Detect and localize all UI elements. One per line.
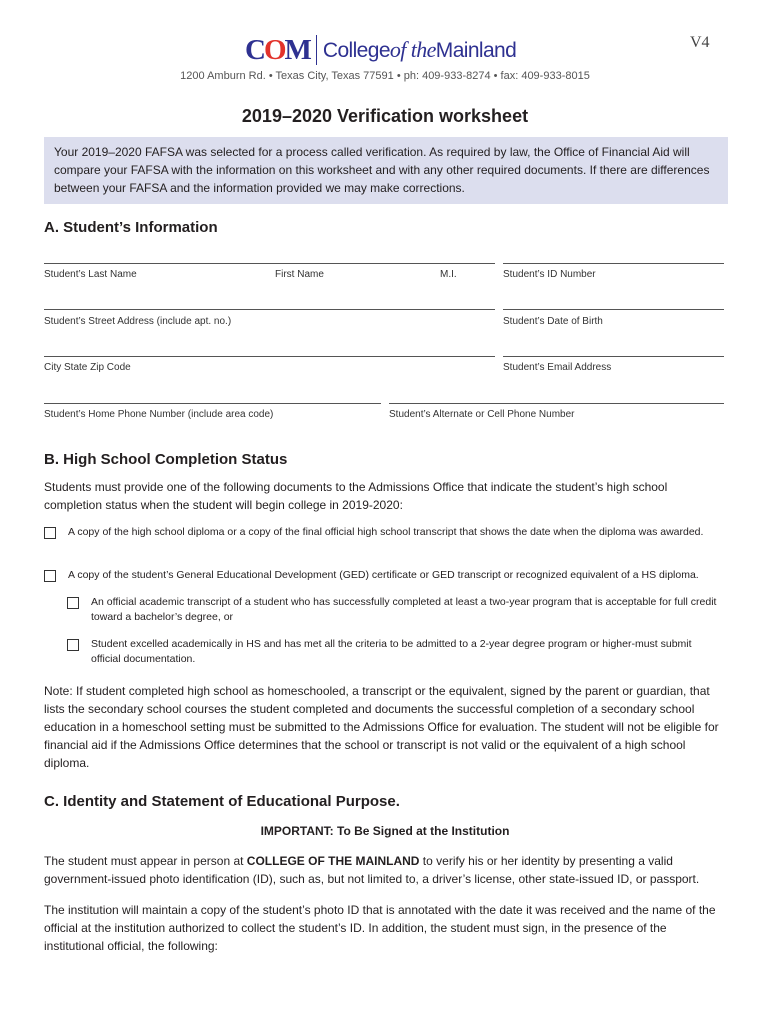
- option-ged-text: A copy of the student’s General Educational Development (GED) certificate or GED transcript or recognized equivalent of a HS diploma.: [68, 569, 699, 581]
- first-name-label: First Name: [275, 269, 324, 280]
- college-logo: [245, 32, 516, 68]
- college-address: 1200 Amburn Rd. • Texas City, Texas 77591 • ph: 409-933-8274 • fax: 409-933-8015: [180, 70, 590, 82]
- ged-checkbox[interactable]: [44, 570, 56, 582]
- section-a-title: A. Student’s Information: [44, 219, 218, 236]
- alt-phone-label: Student’s Alternate or Cell Phone Number: [389, 409, 575, 420]
- home-phone-line[interactable]: [44, 403, 381, 404]
- photo-id-paragraph: The institution will maintain a copy of the student’s photo ID that is annotated with the date it was received and the name of the official at the institution authorized to collect the student’s ID. In addition, the student must sign, in the presence of the institutional official, the following:: [44, 903, 716, 953]
- logo-divider: [316, 35, 317, 65]
- section-b-title: B. High School Completion Status: [44, 451, 288, 468]
- name-line[interactable]: [44, 263, 495, 264]
- academic-checkbox[interactable]: [67, 639, 79, 651]
- transcript-checkbox[interactable]: [67, 597, 79, 609]
- dob-line[interactable]: [503, 309, 724, 310]
- section-b-intro: Students must provide one of the following documents to the Admissions Office that indicate the student’s high school completion status when the student will begin college in 2019-2020:: [44, 480, 668, 512]
- homeschool-note: Note: If student completed high school as homeschooled, a transcript or the equivalent, signed by the parent or guardian, that lists the secondary school courses the student completed and documents the successful completion of a secondary school education in a homeschool setting must be submitted to the Admissions Office for evaluation. The student will not be eligible for financial aid if the Admissions Office determines that the school or transcript is not valid or the equivalent of a high school diploma.: [44, 684, 719, 770]
- mi-label: M.I.: [440, 269, 457, 280]
- alt-phone-line[interactable]: [389, 403, 724, 404]
- city-line[interactable]: [44, 356, 495, 357]
- option-ged: [44, 568, 724, 583]
- important-notice: IMPORTANT: To Be Signed at the Institution: [260, 824, 510, 838]
- student-id-line[interactable]: [503, 263, 724, 264]
- dob-label: Student’s Date of Birth: [503, 316, 603, 327]
- email-line[interactable]: [503, 356, 724, 357]
- option-diploma: [44, 525, 724, 540]
- identity-paragraph: The student must appear in person at COLLEGE OF THE MAINLAND to verify his or her identity by presenting a valid government-issued photo identification (ID), such as, but not limited to, a driver’s license, other state-issued ID, or passport.: [44, 854, 700, 886]
- diploma-checkbox[interactable]: [44, 527, 56, 539]
- option-diploma-text: A copy of the high school diploma or a copy of the final official high school transcript that shows the date when the diploma was awarded.: [68, 526, 704, 538]
- last-name-label: Student’s Last Name: [44, 269, 137, 280]
- option-transcript: [67, 595, 724, 625]
- city-label: City State Zip Code: [44, 362, 131, 373]
- option-academic-text: Student excelled academically in HS and has met all the criteria to be admitted to a 2-year degree program or higher-must submit official documentation.: [91, 638, 692, 665]
- student-id-label: Student’s ID Number: [503, 269, 596, 280]
- logo-name: Collegeof theMainland: [322, 37, 517, 62]
- logo-mark: COM: [245, 33, 310, 66]
- option-academic: [67, 637, 724, 667]
- home-phone-label: Student’s Home Phone Number (include area code): [44, 409, 274, 420]
- option-transcript-text: An official academic transcript of a student who has successfully completed at least a two-year program that is acceptable for full credit toward a bachelor’s degree, or: [91, 596, 717, 623]
- page-title: 2019–2020 Verification worksheet: [241, 106, 529, 126]
- version-label: V4: [690, 34, 710, 51]
- email-label: Student’s Email Address: [503, 362, 612, 373]
- street-label: Student’s Street Address (include apt. no.): [44, 316, 232, 327]
- intro-box: Your 2019–2020 FAFSA was selected for a process called verification. As required by law, the Office of Financial Aid will compare your FAFSA with the information on this worksheet and with any other required documents. If there are differences between your FAFSA and the information provided we may make corrections.: [44, 137, 728, 204]
- college-name-bold: COLLEGE OF THE MAINLAND: [246, 854, 420, 868]
- section-c-title: C. Identity and Statement of Educational Purpose.: [44, 793, 400, 810]
- street-line[interactable]: [44, 309, 495, 310]
